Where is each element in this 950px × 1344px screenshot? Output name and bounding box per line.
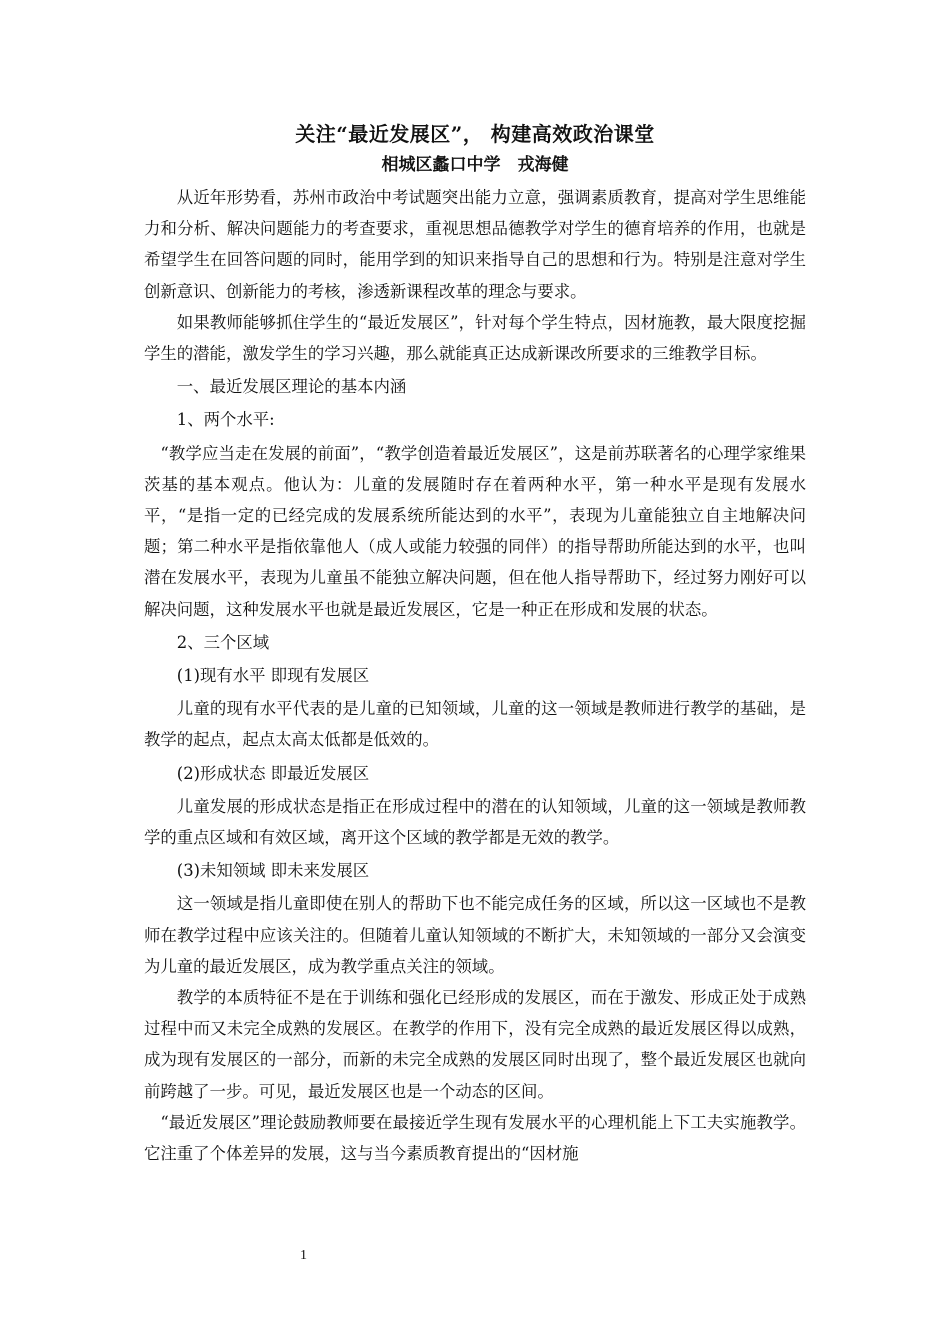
paragraph-forming-state: 儿童发展的形成状态是指正在形成过程中的潜在的认知领域，儿童的这一领域是教师教学的重点区域和有效区域，离开这个区域的教学都是无效的教学。	[144, 796, 806, 848]
item-current-level: (1)现有水平 即现有发展区	[176, 666, 370, 686]
paragraph-intro: 从近年形势看，苏州市政治中考试题突出能力立意，强调素质教育，提高对学生思维能力和分析、解决问题能力的考查要求，重视思想品德教学对学生的德育培养的作用，也就是希望学生在回答问题的同时，能用学到的知识来指导自己的思想和行为。特别是注意对学生创新意识、创新能力的考核，渗透新课程改革的理念与要求。	[144, 188, 806, 301]
paragraph-current-level: 儿童的现有水平代表的是儿童的已知领域，儿童的这一领域是教师进行教学的基础，是教学的起点，起点太高太低都是低效的。	[144, 699, 806, 750]
subheading-two-levels: 1、两个水平:	[176, 410, 275, 430]
item-unknown-domain: (3)未知领域 即未来发展区	[176, 861, 370, 881]
item-forming-state: (2)形成状态 即最近发展区	[176, 763, 370, 783]
paragraph-vygotsky: “教学应当走在发展的前面”，“教学创造着最近发展区”，这是前苏联著名的心理学家维果茨基的基本观点。他认为：儿童的发展随时存在着两种水平，第一种水平是现有发展水平，“是指一定的已经完成的发展系统所能达到的水平”，表现为儿童能独立自主地解决问题；第二种水平是指依靠他人（成人或能力较强的同伴）的指导帮助所能达到的水平，也叫潜在发展水平，表现为儿童虽不能独立解决问题，但在他人指导帮助下，经过努力刚好可以解决问题，这种发展水平也就是最近发展区，它是一种正在形成和发展的状态。	[144, 443, 806, 619]
document-title: 关注“最近发展区”， 构建高效政治课堂	[295, 122, 655, 146]
subheading-three-zones: 2、三个区域	[176, 632, 270, 652]
document-author: 相城区蠡口中学 戎海健	[381, 155, 569, 175]
paragraph-theory-encourages: “最近发展区”理论鼓励教师要在最接近学生现有发展水平的心理机能上下工夫实施教学。它注重了个体差异的发展，这与当今素质教育提出的“因材施	[144, 1112, 806, 1164]
paragraph-teaching-essence: 教学的本质特征不是在于训练和强化已经形成的发展区，而在于激发、形成正处于成熟过程中而又未完全成熟的发展区。在教学的作用下，没有完全成熟的最近发展区得以成熟，成为现有发展区的一部分，而新的未完全成熟的发展区同时出现了，整个最近发展区也就向前跨越了一步。可见，最近发展区也是一个动态的区间。	[144, 988, 806, 1101]
document-body	[144, 118, 806, 1169]
paragraph-teacher-approach: 如果教师能够抓住学生的“最近发展区”，针对每个学生特点，因材施教，最大限度挖掘学生的潜能，激发学生的学习兴趣，那么就能真正达成新课改所要求的三维教学目标。	[144, 312, 806, 364]
section-heading-theory: 一、最近发展区理论的基本内涵	[176, 377, 407, 397]
paragraph-unknown-domain: 这一领域是指儿童即使在别人的帮助下也不能完成任务的区域，所以这一区域也不是教师在教学过程中应该关注的。但随着儿童认知领域的不断扩大，未知领域的一部分又会演变为儿童的最近发展区，成为教学重点关注的领域。	[144, 894, 806, 976]
page-number: 1	[300, 1248, 307, 1263]
